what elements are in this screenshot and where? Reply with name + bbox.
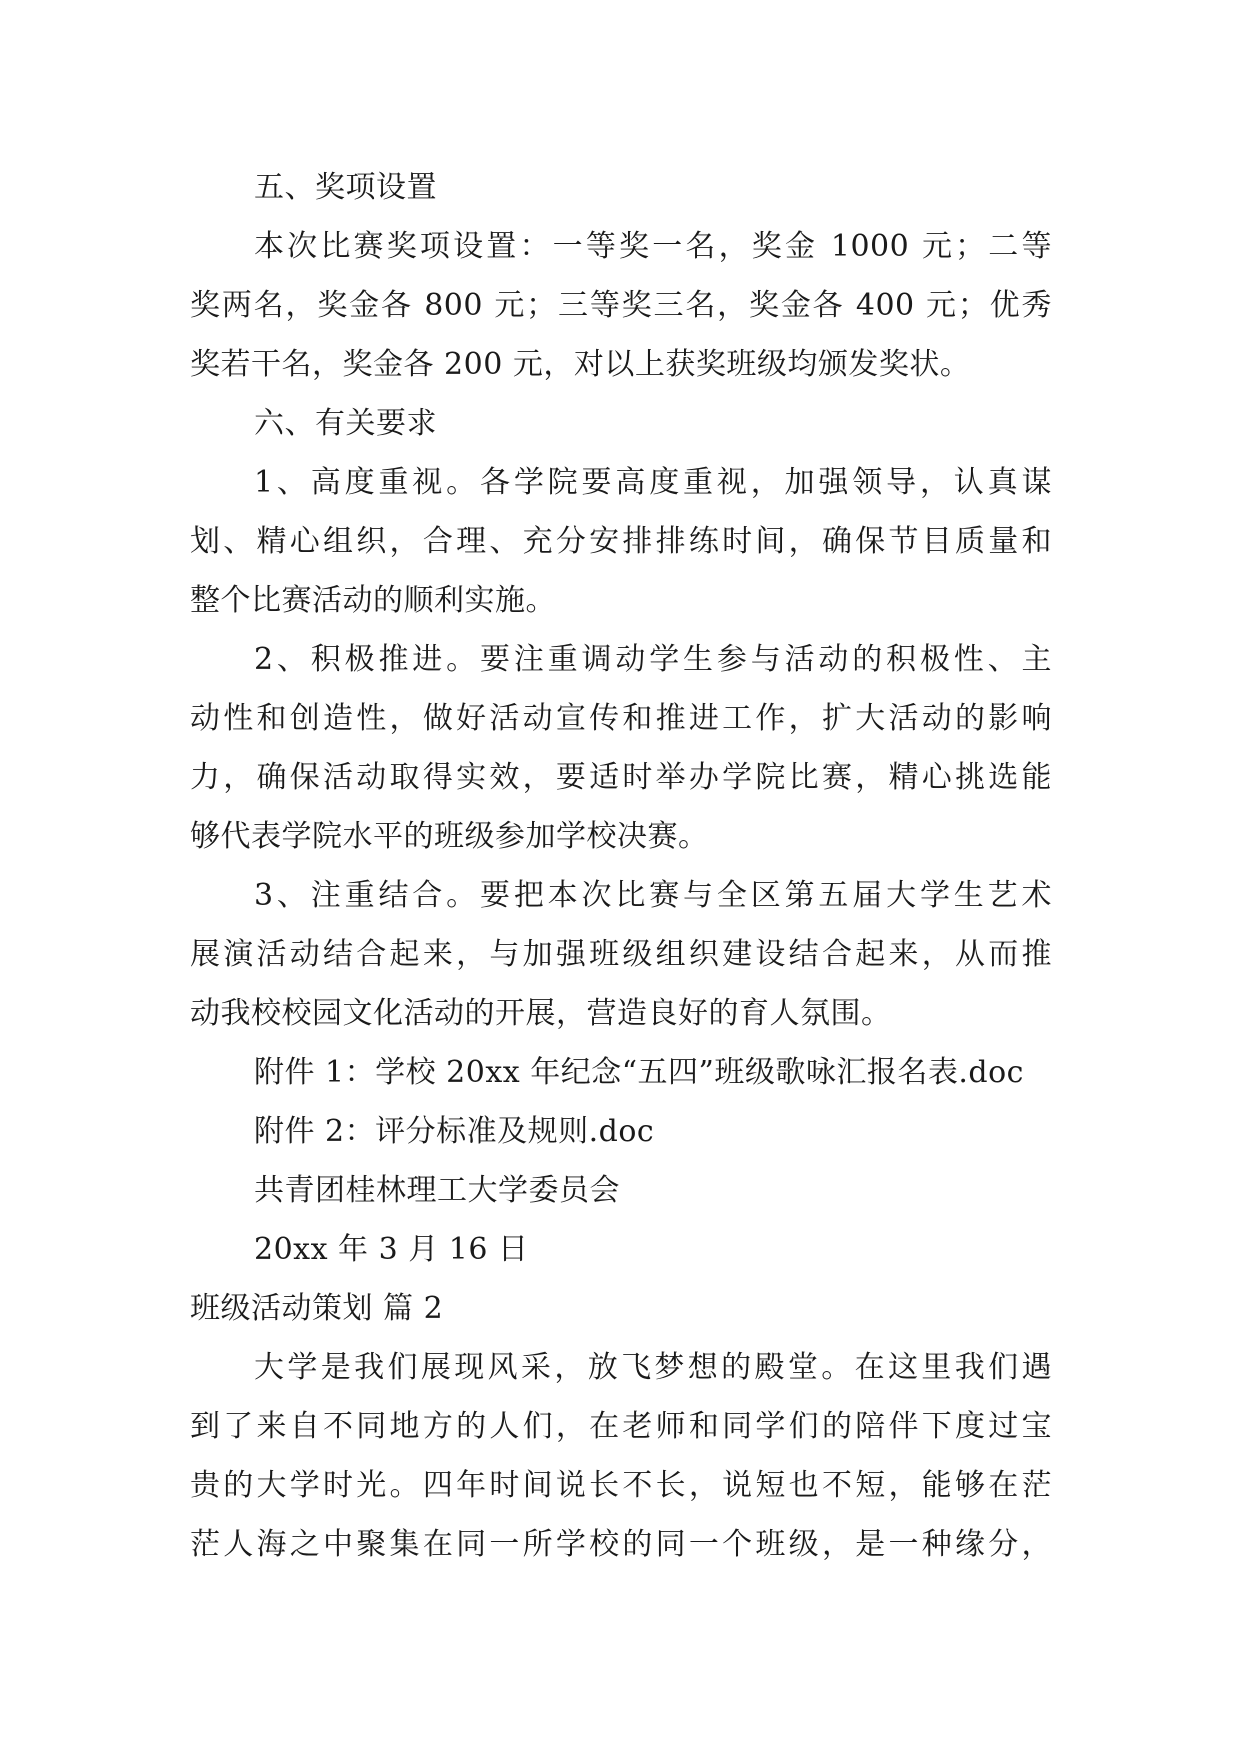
text-line: 附件 2：评分标准及规则.doc — [254, 1114, 655, 1149]
text-line: 动我校校园文化活动的开展，营造良好的育人氛围。 — [190, 996, 892, 1031]
text-line: 到了来自不同地方的人们，在老师和同学们的陪伴下度过宝 — [190, 1409, 1052, 1444]
text-line: 力，确保活动取得实效，要适时举办学院比赛，精心挑选能 — [190, 760, 1052, 795]
text-line: 2、积极推进。要注重调动学生参与活动的积极性、主 — [254, 642, 1052, 677]
text-line: 动性和创造性，做好活动宣传和推进工作，扩大活动的影响 — [190, 701, 1052, 736]
text-line: 附件 1：学校 20xx 年纪念“五四”班级歌咏汇报名表.doc — [254, 1055, 1024, 1090]
text-line: 展演活动结合起来，与加强班级组织建设结合起来，从而推 — [190, 937, 1052, 972]
text-line: 茫人海之中聚集在同一所学校的同一个班级，是一种缘分， — [190, 1527, 1052, 1562]
text-line: 大学是我们展现风采，放飞梦想的殿堂。在这里我们遇 — [254, 1350, 1052, 1385]
text-line: 奖两名，奖金各 800 元；三等奖三名，奖金各 400 元；优秀 — [190, 288, 1052, 323]
text-line: 20xx 年 3 月 16 日 — [254, 1232, 529, 1267]
text-line: 3、注重结合。要把本次比赛与全区第五届大学生艺术 — [254, 878, 1052, 913]
text-line: 本次比赛奖项设置：一等奖一名，奖金 1000 元；二等 — [254, 229, 1052, 264]
text-line: 班级活动策划 篇 2 — [190, 1291, 444, 1326]
text-line: 贵的大学时光。四年时间说长不长，说短也不短，能够在茫 — [190, 1468, 1052, 1503]
text-line: 够代表学院水平的班级参加学校决赛。 — [190, 819, 709, 854]
text-line: 划、精心组织，合理、充分安排排练时间，确保节目质量和 — [190, 524, 1052, 559]
text-line: 1、高度重视。各学院要高度重视，加强领导，认真谋 — [254, 465, 1052, 500]
text-line: 共青团桂林理工大学委员会 — [254, 1173, 620, 1208]
text-line: 六、有关要求 — [254, 406, 437, 441]
text-line: 五、奖项设置 — [254, 170, 437, 205]
document-body — [190, 158, 1052, 1574]
text-line: 奖若干名，奖金各 200 元，对以上获奖班级均颁发奖状。 — [190, 347, 971, 382]
text-line: 整个比赛活动的顺利实施。 — [190, 583, 556, 618]
